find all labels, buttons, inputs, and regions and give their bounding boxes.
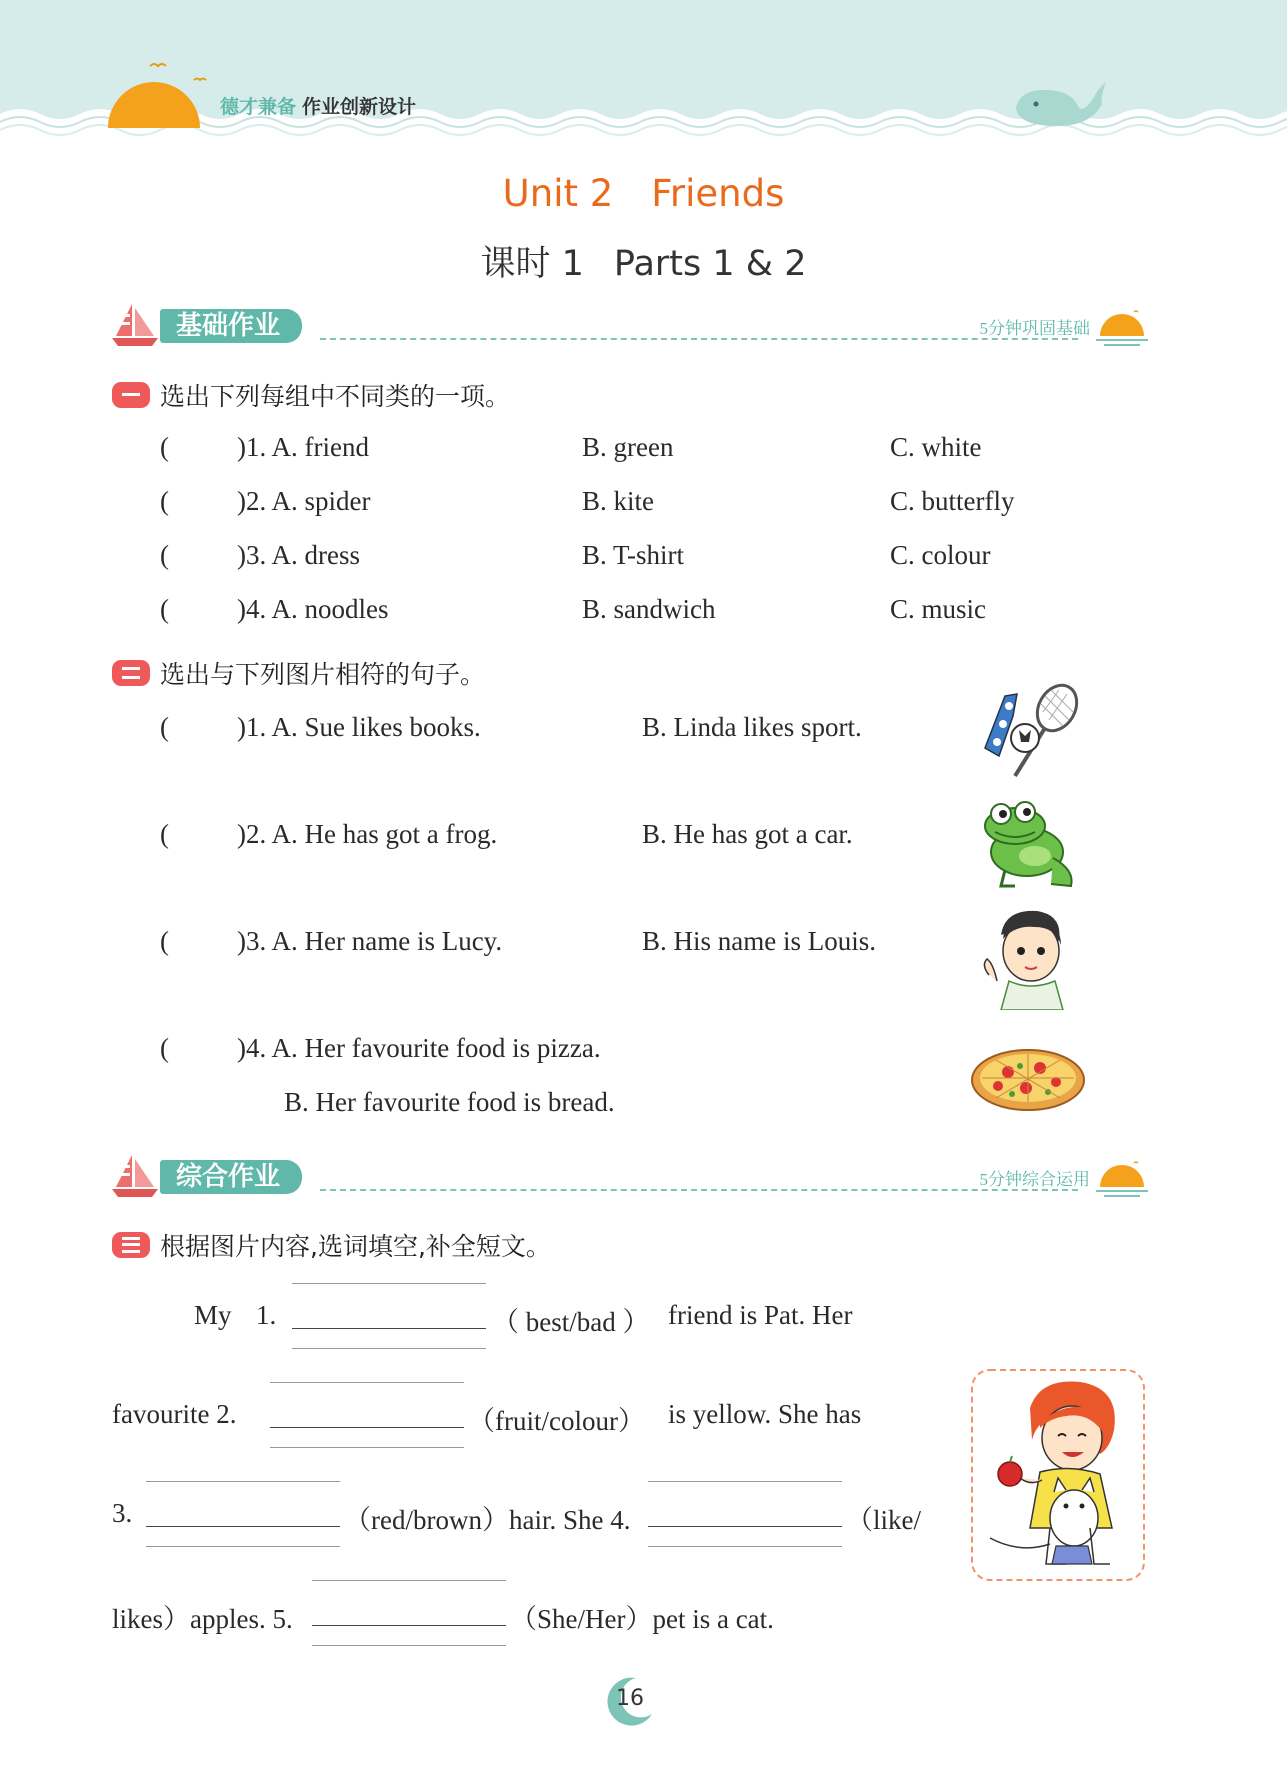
item-option-b: B. His name is Louis.	[642, 926, 876, 956]
cloze-options: （fruit/colour）	[468, 1406, 645, 1436]
answer-paren[interactable]: (	[160, 712, 169, 742]
page-header	[0, 0, 1287, 160]
answer-paren[interactable]: (	[160, 819, 169, 849]
sun-logo-icon	[100, 52, 210, 132]
page-number-text: 16	[616, 1686, 644, 1711]
answer-paren[interactable]: (	[160, 1033, 169, 1063]
sailboat-icon	[110, 300, 160, 350]
item-option-b: B. Her favourite food is bread.	[284, 1087, 615, 1117]
sports-equipment-picture	[975, 676, 1085, 781]
section-label-basic: 基础作业	[160, 309, 302, 343]
page-number	[600, 1670, 660, 1730]
question-1-instruction: 选出下列每组中不同类的一项。	[160, 382, 511, 411]
item-option-b: B. He has got a car.	[642, 819, 853, 849]
answer-blank-5[interactable]	[312, 1625, 506, 1626]
answer-paren[interactable]: (	[160, 540, 169, 570]
blank-guide-line	[292, 1283, 486, 1284]
cloze-text: is yellow. She has	[668, 1399, 862, 1429]
lesson-parts: Parts 1 & 2	[613, 244, 807, 284]
item-option-a: )1. A. friend	[237, 432, 369, 462]
section-divider	[320, 338, 1078, 340]
cloze-number: 1.	[256, 1300, 277, 1330]
item-option-a: )2. A. He has got a frog.	[237, 819, 498, 849]
item-option-a: )3. A. dress	[237, 540, 360, 570]
answer-blank-1[interactable]	[292, 1328, 486, 1329]
answer-paren[interactable]: (	[160, 926, 169, 956]
item-option-b: B. Linda likes sport.	[642, 712, 862, 742]
cloze-text: favourite 2.	[112, 1399, 237, 1429]
item-option-c: C. music	[890, 594, 987, 624]
sailboat-icon	[110, 1151, 160, 1201]
answer-paren[interactable]: (	[160, 594, 169, 624]
cloze-options: （like/	[846, 1505, 921, 1535]
answer-blank-2[interactable]	[270, 1427, 464, 1428]
question-1-header	[112, 380, 510, 414]
item-option-b: B. kite	[582, 486, 654, 516]
item-option-c: C. colour	[890, 540, 991, 570]
section-hint-basic: 5分钟巩固基础	[979, 319, 1090, 338]
item-option-b: B. sandwich	[582, 594, 716, 624]
item-option-b: B. green	[582, 432, 674, 462]
lesson-title	[0, 236, 1287, 286]
brand-dark-text: 作业创新设计	[302, 96, 417, 118]
frog-picture	[975, 800, 1085, 890]
cloze-text: （red/brown）hair. She 4.	[344, 1505, 631, 1535]
unit-topic: Friends	[651, 172, 785, 215]
question-3-header	[112, 1230, 551, 1264]
blank-guide-line	[270, 1382, 464, 1383]
brand-green-text: 德才兼备	[220, 96, 297, 118]
section-banner-basic	[110, 300, 1150, 350]
cloze-options: （ best/bad ）	[492, 1307, 650, 1337]
section-hint-comprehensive: 5分钟综合运用	[979, 1170, 1090, 1189]
section-divider	[320, 1189, 1078, 1191]
item-option-b: B. T-shirt	[582, 540, 685, 570]
question-2-number-badge	[112, 660, 150, 686]
blank-guide-line	[292, 1348, 486, 1349]
blank-guide-line	[146, 1481, 340, 1482]
item-option-a: )2. A. spider	[237, 486, 371, 516]
answer-blank-4[interactable]	[648, 1526, 842, 1527]
lesson-number: 课时 1	[480, 244, 584, 284]
item-option-c: C. butterfly	[890, 486, 1015, 516]
question-2-instruction: 选出与下列图片相符的句子。	[160, 660, 486, 689]
sunset-icon	[1094, 308, 1150, 348]
section-label-comprehensive: 综合作业	[160, 1160, 302, 1194]
blank-guide-line	[312, 1645, 506, 1646]
blank-guide-line	[648, 1481, 842, 1482]
unit-number: Unit 2	[502, 172, 614, 215]
cloze-number: 3.	[112, 1498, 133, 1528]
blank-guide-line	[648, 1546, 842, 1547]
item-option-a: )4. A. Her favourite food is pizza.	[237, 1033, 601, 1063]
girl-with-cat-picture	[970, 1368, 1146, 1582]
item-option-c: C. white	[890, 432, 982, 462]
whale-icon	[1010, 72, 1110, 132]
cloze-text: likes）apples. 5.	[112, 1604, 293, 1634]
item-option-a: )3. A. Her name is Lucy.	[237, 926, 503, 956]
item-option-a: )1. A. Sue likes books.	[237, 712, 481, 742]
question-1-number-badge	[112, 382, 150, 408]
answer-blank-3[interactable]	[146, 1526, 340, 1527]
blank-guide-line	[312, 1580, 506, 1581]
question-3-number-badge	[112, 1232, 150, 1258]
unit-title	[0, 172, 1287, 215]
question-2-header	[112, 658, 485, 692]
cloze-text: （She/Her）pet is a cat.	[510, 1604, 774, 1634]
cloze-text: friend is Pat. Her	[668, 1300, 853, 1330]
item-option-a: )4. A. noodles	[237, 594, 389, 624]
brand-title	[220, 92, 416, 119]
blank-guide-line	[146, 1546, 340, 1547]
cloze-word: My	[194, 1300, 232, 1330]
section-banner-comprehensive	[110, 1151, 1150, 1201]
answer-paren[interactable]: (	[160, 432, 169, 462]
question-3-instruction: 根据图片内容,选词填空,补全短文。	[160, 1232, 551, 1261]
sunset-icon	[1094, 1159, 1150, 1199]
answer-paren[interactable]: (	[160, 486, 169, 516]
blank-guide-line	[270, 1447, 464, 1448]
pizza-picture	[968, 1040, 1088, 1115]
boy-picture	[975, 905, 1085, 1010]
